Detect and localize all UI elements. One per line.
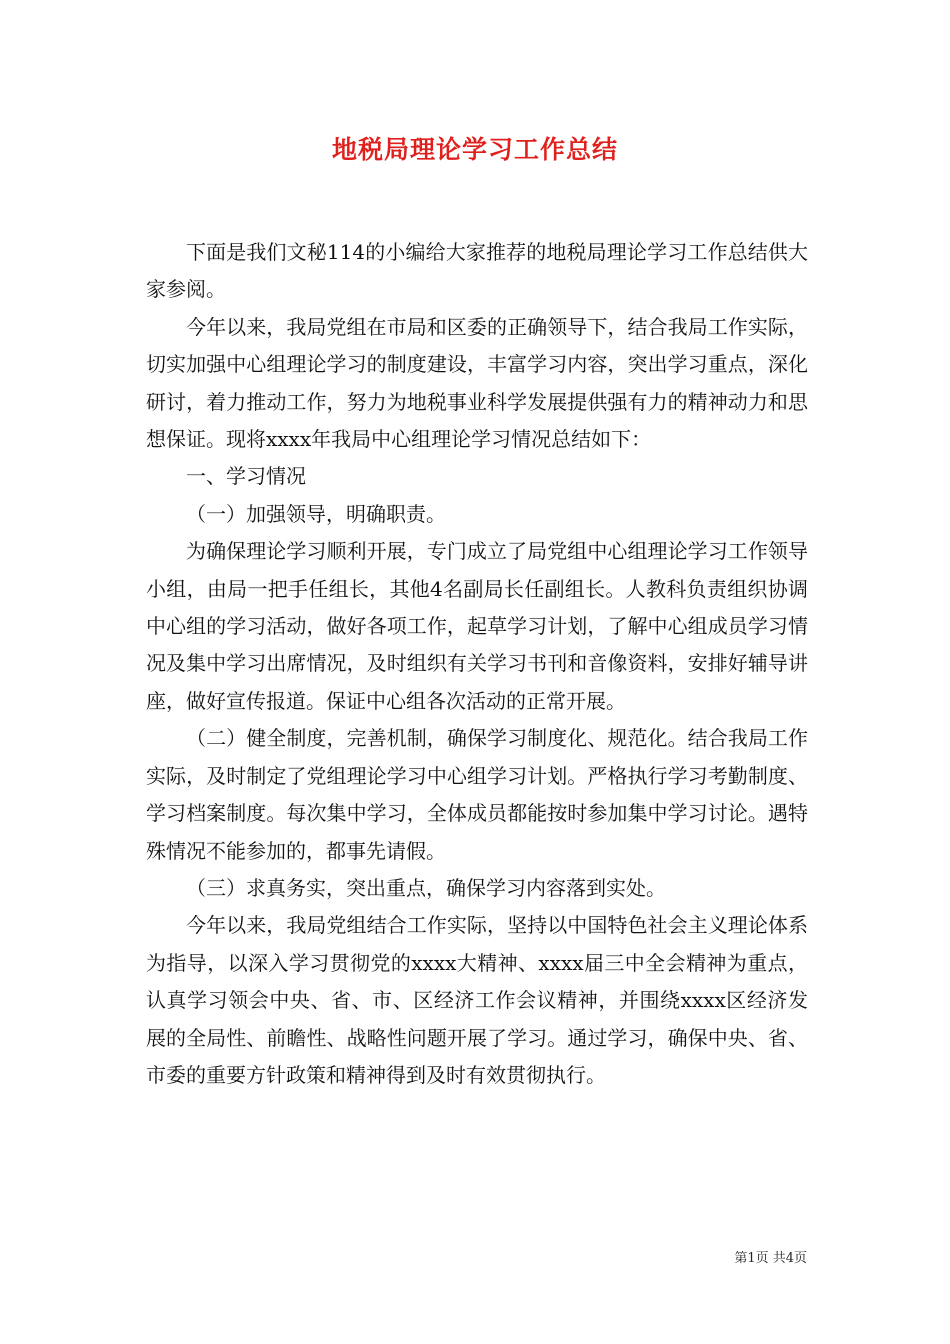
paragraph-system: （二）健全制度，完善机制，确保学习制度化、规范化。结合我局工作实际，及时制定了党组理论学习中心组学习计划。严格执行学习考勤制度、学习档案制度。每次集中学习，全体成员都能按时参加集中学习讨论。遇特殊情况不能参加的，都事先请假。 (146, 726, 808, 863)
document-title: 地税局理论学习工作总结 (331, 135, 618, 164)
paragraph-overview: 今年以来，我局党组在市局和区委的正确领导下，结合我局工作实际，切实加强中心组理论学习的制度建设，丰富学习内容，突出学习重点，深化研讨，着力推动工作，努力为地税事业科学发展提供强有力的精神动力和思想保证。现将xxxx年我局中心组理论学习情况总结如下： (146, 314, 808, 452)
subsection-heading-3: （三）求真务实，突出重点，确保学习内容落到实处。 (186, 875, 666, 900)
paragraph-leadership: 为确保理论学习顺利开展，专门成立了局党组中心组理论学习工作领导小组，由局一把手任组长，其他4名副局长任副组长。人教科负责组织协调中心组的学习活动，做好各项工作，起草学习计划，了解中心组成员学习情况及集中学习出席情况，及时组织有关学习书刊和音像资料，安排好辅导讲座，做好宣传报道。保证中心组各次活动的正常开展。 (146, 539, 808, 713)
subsection-heading-1: （一）加强领导，明确职责。 (186, 501, 446, 526)
page-number: 第1页 共4页 (734, 1251, 807, 1266)
section-heading-1: 一、学习情况 (186, 464, 306, 489)
paragraph-focus: 今年以来，我局党组结合工作实际，坚持以中国特色社会主义理论体系为指导，以深入学习贯彻党的xxxx大精神、xxxx届三中全会精神为重点，认真学习领会中央、省、市、区经济工作会议精神，并围绕xxxx区经济发展的全局性、前瞻性、战略性问题开展了学习。通过学习，确保中央、省、市委的重要方针政策和精神得到及时有效贯彻执行。 (146, 913, 808, 1087)
document-body (146, 234, 808, 1094)
paragraph-intro: 下面是我们文秘114的小编给大家推荐的地税局理论学习工作总结供大家参阅。 (146, 240, 808, 302)
